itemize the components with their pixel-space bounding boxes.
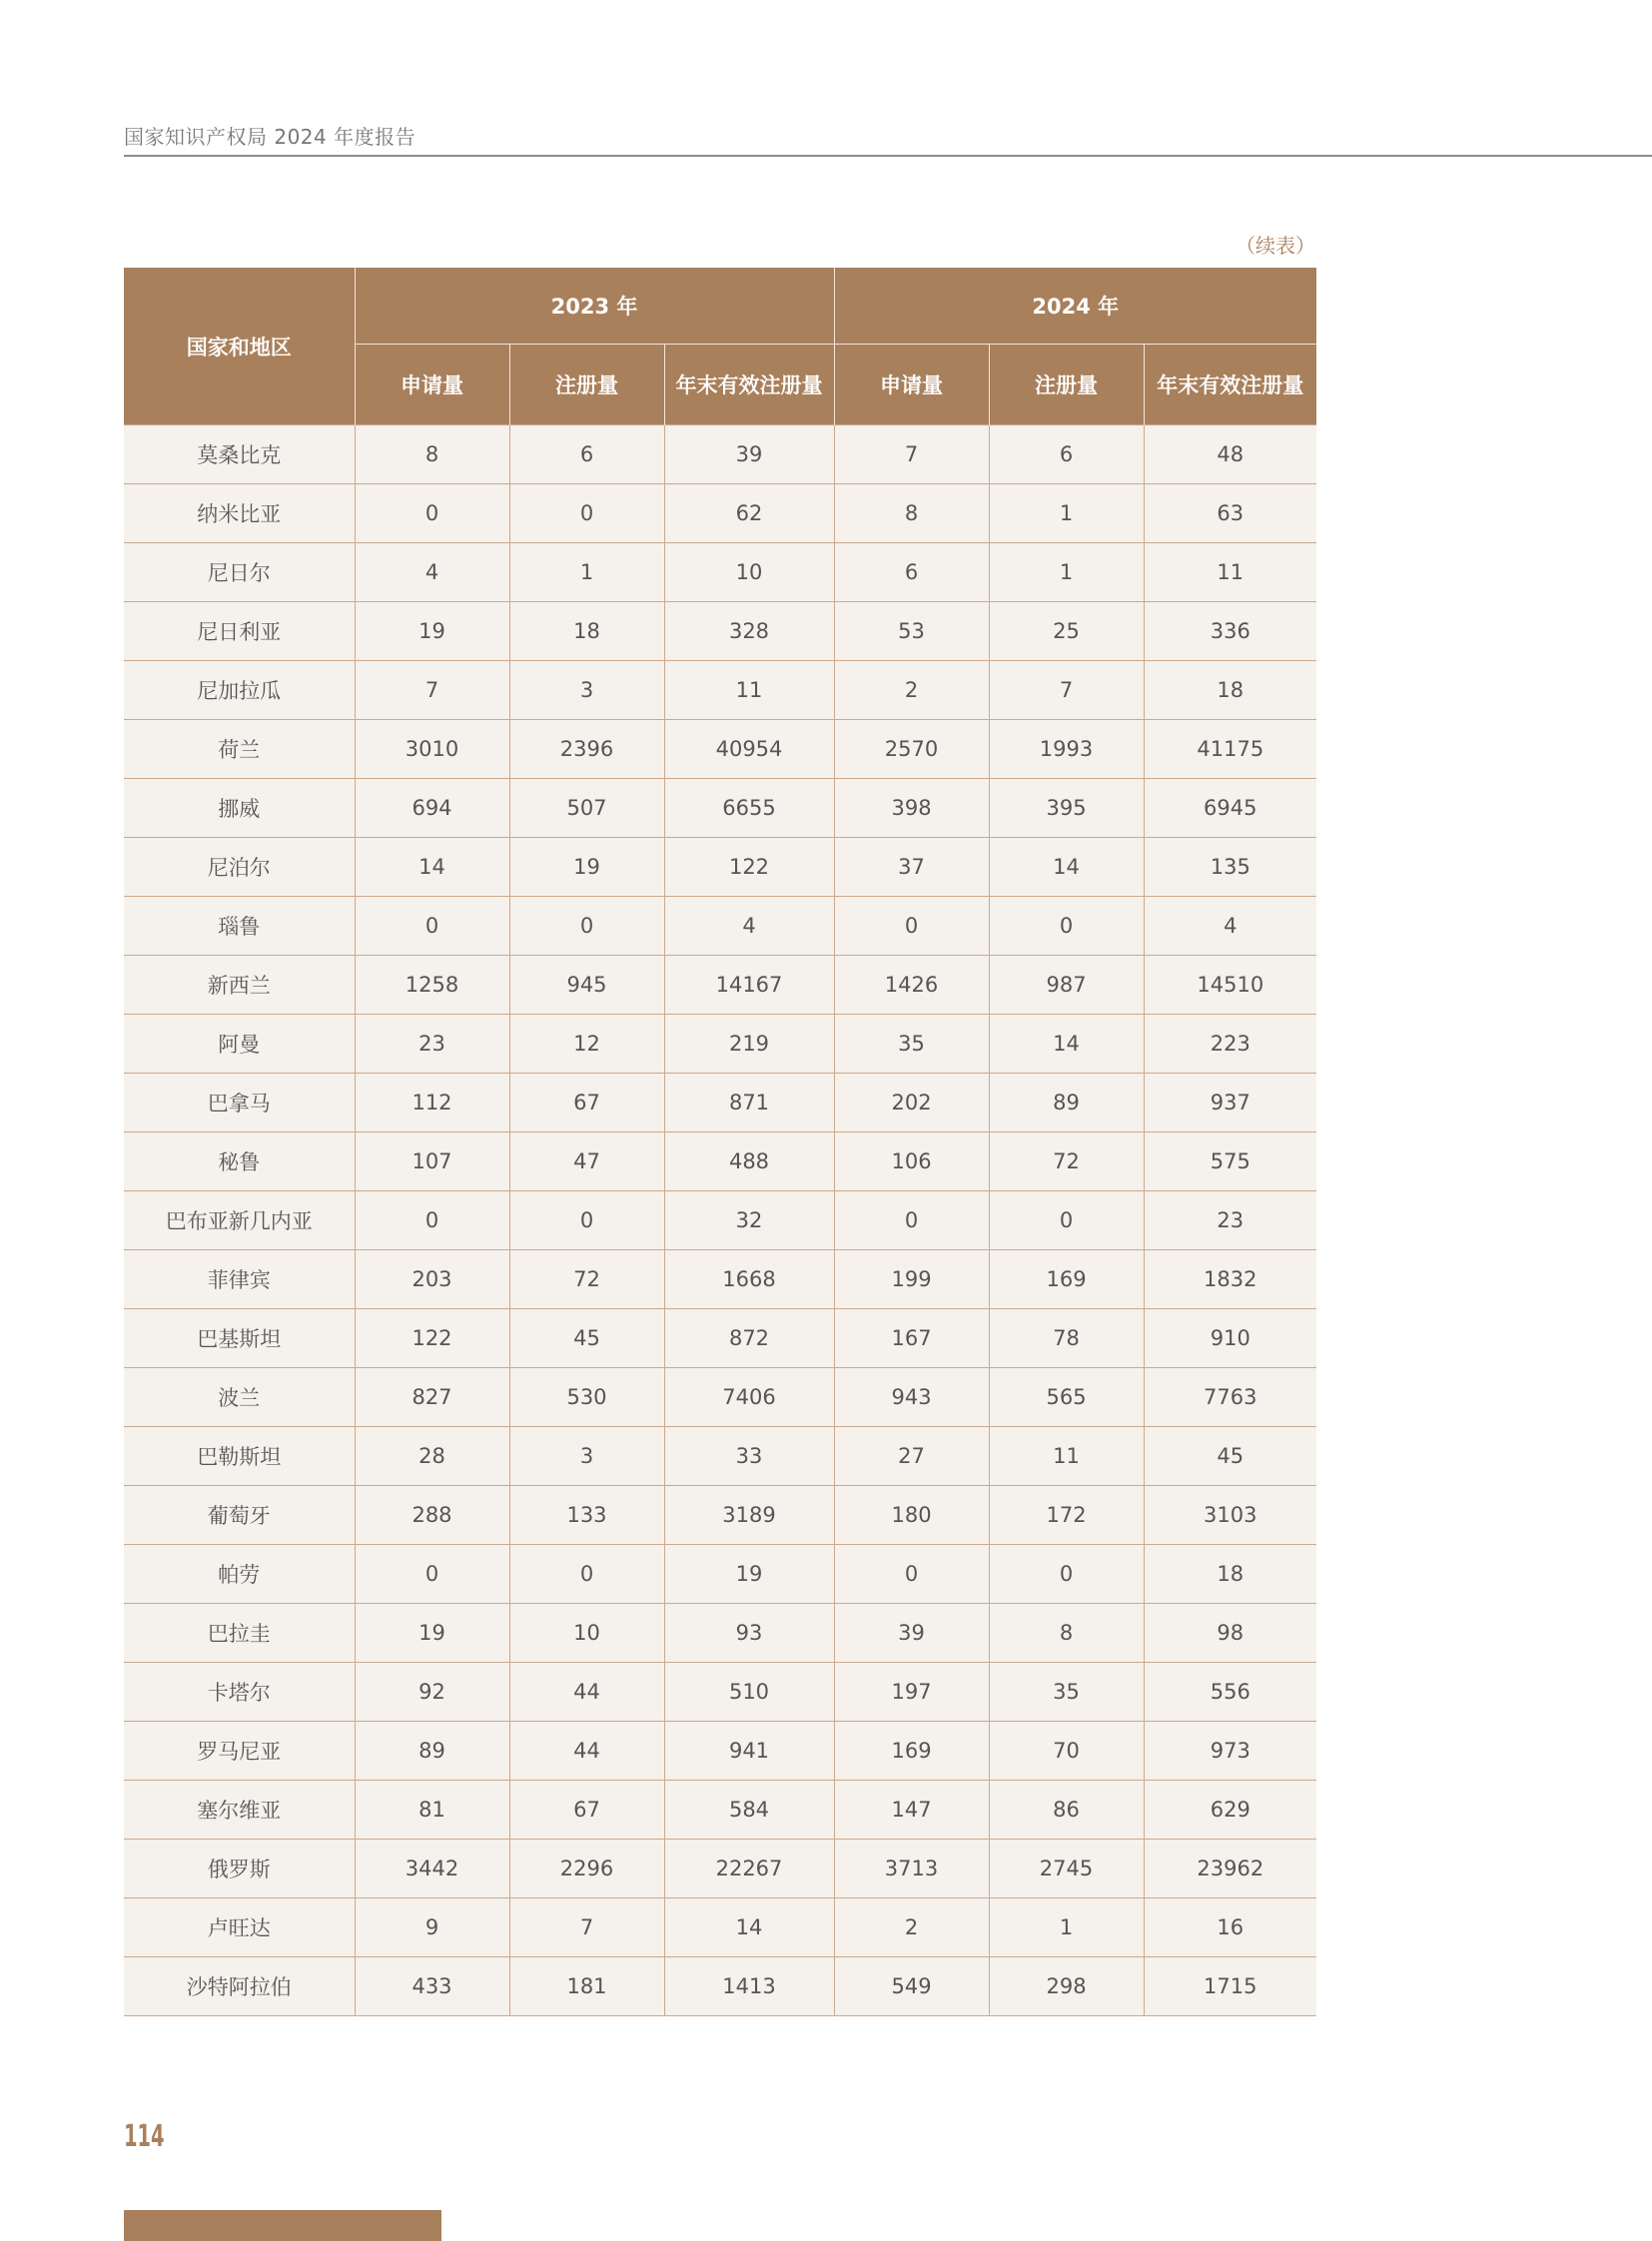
valid-registrations-2024-cell: 1832 [1144, 1250, 1316, 1309]
registrations-2023-cell: 47 [509, 1132, 664, 1191]
registrations-2024-cell: 395 [989, 779, 1144, 838]
registrations-2024-cell: 298 [989, 1957, 1144, 2016]
valid-registrations-2024-cell: 63 [1144, 484, 1316, 543]
applications-2024-cell: 7 [834, 425, 989, 484]
valid-registrations-2023-cell: 39 [664, 425, 834, 484]
applications-2023-cell: 92 [355, 1663, 509, 1722]
valid-registrations-2024-cell: 135 [1144, 838, 1316, 897]
registrations-2024-cell: 1 [989, 1898, 1144, 1957]
country-cell: 莫桑比克 [124, 425, 355, 484]
table-row [124, 1074, 1316, 1132]
registrations-2024-cell: 70 [989, 1722, 1144, 1781]
country-cell: 纳米比亚 [124, 484, 355, 543]
registrations-2024-cell: 14 [989, 1015, 1144, 1074]
registrations-2023-cell: 0 [509, 1191, 664, 1250]
table-row [124, 1604, 1316, 1663]
valid-registrations-2024-cell: 48 [1144, 425, 1316, 484]
table-row [124, 838, 1316, 897]
registrations-2024-cell: 86 [989, 1781, 1144, 1840]
table-header [124, 268, 1316, 425]
applications-2024-cell: 0 [834, 1191, 989, 1250]
registrations-2023-cell: 507 [509, 779, 664, 838]
applications-2023-cell: 3010 [355, 720, 509, 779]
applications-2023-cell: 1258 [355, 956, 509, 1015]
valid-registrations-2023-cell: 4 [664, 897, 834, 956]
valid-registrations-2023-cell: 584 [664, 1781, 834, 1840]
applications-2024-cell: 53 [834, 602, 989, 661]
applications-2023-cell: 107 [355, 1132, 509, 1191]
table-row [124, 1015, 1316, 1074]
applications-2023-cell: 9 [355, 1898, 509, 1957]
applications-2024-header: 申请量 [834, 345, 989, 425]
registrations-2024-cell: 8 [989, 1604, 1144, 1663]
country-cell: 荷兰 [124, 720, 355, 779]
applications-2024-cell: 549 [834, 1957, 989, 2016]
valid-registrations-2023-cell: 122 [664, 838, 834, 897]
applications-2023-cell: 8 [355, 425, 509, 484]
valid-registrations-2023-cell: 11 [664, 661, 834, 720]
applications-2023-cell: 122 [355, 1309, 509, 1368]
country-cell: 帕劳 [124, 1545, 355, 1604]
country-cell: 俄罗斯 [124, 1840, 355, 1898]
applications-2023-cell: 28 [355, 1427, 509, 1486]
registrations-2024-cell: 0 [989, 1191, 1144, 1250]
applications-2023-cell: 81 [355, 1781, 509, 1840]
applications-2023-cell: 0 [355, 897, 509, 956]
registrations-2023-cell: 1 [509, 543, 664, 602]
registrations-2023-cell: 2396 [509, 720, 664, 779]
table-row [124, 602, 1316, 661]
country-cell: 罗马尼亚 [124, 1722, 355, 1781]
registrations-2023-cell: 10 [509, 1604, 664, 1663]
valid-registrations-2023-cell: 93 [664, 1604, 834, 1663]
valid-registrations-2023-cell: 941 [664, 1722, 834, 1781]
registrations-2024-cell: 172 [989, 1486, 1144, 1545]
country-cell: 葡萄牙 [124, 1486, 355, 1545]
valid-registrations-2023-cell: 872 [664, 1309, 834, 1368]
table-row [124, 720, 1316, 779]
registrations-2024-cell: 0 [989, 897, 1144, 956]
page-number: 114 [124, 2119, 165, 2154]
valid-registrations-2024-cell: 223 [1144, 1015, 1316, 1074]
registrations-2023-cell: 19 [509, 838, 664, 897]
table-row [124, 779, 1316, 838]
table-row [124, 1486, 1316, 1545]
valid-registrations-2023-cell: 6655 [664, 779, 834, 838]
registrations-2024-cell: 2745 [989, 1840, 1144, 1898]
valid-registrations-2023-cell: 32 [664, 1191, 834, 1250]
valid-registrations-2023-cell: 7406 [664, 1368, 834, 1427]
registrations-2023-cell: 0 [509, 897, 664, 956]
running-header: 国家知识产权局 2024 年度报告 [124, 125, 416, 149]
country-cell: 尼泊尔 [124, 838, 355, 897]
registrations-2024-cell: 1 [989, 484, 1144, 543]
valid-registrations-2023-cell: 40954 [664, 720, 834, 779]
country-cell: 塞尔维亚 [124, 1781, 355, 1840]
valid-registrations-2024-cell: 4 [1144, 897, 1316, 956]
valid-registrations-2024-cell: 23 [1144, 1191, 1316, 1250]
table-row [124, 1191, 1316, 1250]
valid-registrations-2024-cell: 18 [1144, 661, 1316, 720]
applications-2024-cell: 1426 [834, 956, 989, 1015]
applications-2024-cell: 0 [834, 897, 989, 956]
applications-2024-cell: 106 [834, 1132, 989, 1191]
registrations-2023-cell: 3 [509, 1427, 664, 1486]
applications-2024-cell: 37 [834, 838, 989, 897]
valid-registrations-2024-cell: 45 [1144, 1427, 1316, 1486]
applications-2024-cell: 6 [834, 543, 989, 602]
registrations-2024-cell: 7 [989, 661, 1144, 720]
applications-2024-cell: 2 [834, 661, 989, 720]
applications-2024-cell: 8 [834, 484, 989, 543]
applications-2024-cell: 202 [834, 1074, 989, 1132]
country-cell: 尼日利亚 [124, 602, 355, 661]
applications-2024-cell: 2570 [834, 720, 989, 779]
valid-registrations-2024-cell: 14510 [1144, 956, 1316, 1015]
applications-2023-cell: 14 [355, 838, 509, 897]
country-cell: 巴拿马 [124, 1074, 355, 1132]
valid-registrations-2023-cell: 488 [664, 1132, 834, 1191]
valid-registrations-2024-cell: 575 [1144, 1132, 1316, 1191]
registrations-2024-cell: 565 [989, 1368, 1144, 1427]
registrations-2023-header: 注册量 [509, 345, 664, 425]
valid-registrations-2024-cell: 1715 [1144, 1957, 1316, 2016]
registrations-2024-cell: 89 [989, 1074, 1144, 1132]
valid-registrations-2024-cell: 629 [1144, 1781, 1316, 1840]
applications-2023-cell: 19 [355, 1604, 509, 1663]
valid-registrations-2024-cell: 910 [1144, 1309, 1316, 1368]
country-cell: 巴拉圭 [124, 1604, 355, 1663]
header-row-years [124, 268, 1316, 345]
applications-2024-cell: 943 [834, 1368, 989, 1427]
registrations-2023-cell: 2296 [509, 1840, 664, 1898]
valid-registrations-2024-cell: 16 [1144, 1898, 1316, 1957]
country-cell: 秘鲁 [124, 1132, 355, 1191]
country-cell: 菲律宾 [124, 1250, 355, 1309]
table-row [124, 1898, 1316, 1957]
valid-registrations-2024-cell: 3103 [1144, 1486, 1316, 1545]
footer-accent-bar [124, 2210, 441, 2241]
table-row [124, 1781, 1316, 1840]
registrations-2023-cell: 67 [509, 1781, 664, 1840]
valid-registrations-2023-cell: 19 [664, 1545, 834, 1604]
applications-2023-cell: 0 [355, 484, 509, 543]
registrations-2023-cell: 133 [509, 1486, 664, 1545]
registrations-2023-cell: 45 [509, 1309, 664, 1368]
table-row [124, 1427, 1316, 1486]
registrations-2024-cell: 11 [989, 1427, 1144, 1486]
registrations-2024-cell: 0 [989, 1545, 1144, 1604]
registrations-2023-cell: 18 [509, 602, 664, 661]
valid-registrations-2024-cell: 937 [1144, 1074, 1316, 1132]
registrations-2023-cell: 945 [509, 956, 664, 1015]
applications-2023-cell: 0 [355, 1191, 509, 1250]
registrations-2023-cell: 181 [509, 1957, 664, 2016]
valid-registrations-2023-cell: 1413 [664, 1957, 834, 2016]
country-cell: 巴基斯坦 [124, 1309, 355, 1368]
applications-2024-cell: 180 [834, 1486, 989, 1545]
registrations-2023-cell: 0 [509, 1545, 664, 1604]
table-row [124, 1957, 1316, 2016]
applications-2024-cell: 169 [834, 1722, 989, 1781]
valid-registrations-2024-cell: 98 [1144, 1604, 1316, 1663]
valid-registrations-2023-cell: 22267 [664, 1840, 834, 1898]
registrations-2024-cell: 1993 [989, 720, 1144, 779]
country-cell: 巴布亚新几内亚 [124, 1191, 355, 1250]
valid-registrations-2023-cell: 3189 [664, 1486, 834, 1545]
country-cell: 波兰 [124, 1368, 355, 1427]
table-row [124, 661, 1316, 720]
registrations-2024-header: 注册量 [989, 345, 1144, 425]
registrations-2024-cell: 987 [989, 956, 1144, 1015]
applications-2023-cell: 0 [355, 1545, 509, 1604]
registrations-2023-cell: 7 [509, 1898, 664, 1957]
applications-2024-cell: 39 [834, 1604, 989, 1663]
country-cell: 瑙鲁 [124, 897, 355, 956]
applications-2024-cell: 0 [834, 1545, 989, 1604]
table-row [124, 1545, 1316, 1604]
table-row [124, 897, 1316, 956]
table-row [124, 484, 1316, 543]
applications-2023-cell: 288 [355, 1486, 509, 1545]
applications-2023-cell: 3442 [355, 1840, 509, 1898]
table-row [124, 425, 1316, 484]
applications-2024-cell: 27 [834, 1427, 989, 1486]
table-row [124, 1250, 1316, 1309]
registrations-2023-cell: 44 [509, 1722, 664, 1781]
country-region-header: 国家和地区 [124, 268, 355, 425]
country-cell: 巴勒斯坦 [124, 1427, 355, 1486]
table-row [124, 956, 1316, 1015]
table-row [124, 1309, 1316, 1368]
table-row [124, 1368, 1316, 1427]
valid-registrations-2024-cell: 23962 [1144, 1840, 1316, 1898]
valid-registrations-2024-cell: 6945 [1144, 779, 1316, 838]
table-row [124, 1132, 1316, 1191]
valid-registrations-2023-cell: 510 [664, 1663, 834, 1722]
applications-2024-cell: 197 [834, 1663, 989, 1722]
country-cell: 卢旺达 [124, 1898, 355, 1957]
registrations-2023-cell: 67 [509, 1074, 664, 1132]
valid-registrations-2024-cell: 7763 [1144, 1368, 1316, 1427]
applications-2023-cell: 694 [355, 779, 509, 838]
valid-registrations-2024-header: 年末有效注册量 [1144, 345, 1316, 425]
registrations-2023-cell: 44 [509, 1663, 664, 1722]
country-cell: 尼加拉瓜 [124, 661, 355, 720]
applications-2023-header: 申请量 [355, 345, 509, 425]
applications-2024-cell: 199 [834, 1250, 989, 1309]
applications-2023-cell: 19 [355, 602, 509, 661]
valid-registrations-2024-cell: 973 [1144, 1722, 1316, 1781]
valid-registrations-2023-header: 年末有效注册量 [664, 345, 834, 425]
registrations-2024-cell: 6 [989, 425, 1144, 484]
registrations-2023-cell: 3 [509, 661, 664, 720]
valid-registrations-2024-cell: 18 [1144, 1545, 1316, 1604]
table-row [124, 1840, 1316, 1898]
applications-2023-cell: 7 [355, 661, 509, 720]
registrations-2024-cell: 25 [989, 602, 1144, 661]
applications-2023-cell: 112 [355, 1074, 509, 1132]
applications-2023-cell: 4 [355, 543, 509, 602]
registrations-2024-cell: 1 [989, 543, 1144, 602]
valid-registrations-2023-cell: 219 [664, 1015, 834, 1074]
header-rule [124, 155, 1652, 157]
valid-registrations-2023-cell: 14 [664, 1898, 834, 1957]
valid-registrations-2023-cell: 1668 [664, 1250, 834, 1309]
registrations-2023-cell: 530 [509, 1368, 664, 1427]
trademark-statistics-table [124, 268, 1316, 2016]
valid-registrations-2024-cell: 11 [1144, 543, 1316, 602]
valid-registrations-2023-cell: 62 [664, 484, 834, 543]
valid-registrations-2023-cell: 328 [664, 602, 834, 661]
valid-registrations-2023-cell: 33 [664, 1427, 834, 1486]
registrations-2024-cell: 78 [989, 1309, 1144, 1368]
applications-2024-cell: 3713 [834, 1840, 989, 1898]
table-row [124, 1663, 1316, 1722]
valid-registrations-2024-cell: 556 [1144, 1663, 1316, 1722]
applications-2024-cell: 167 [834, 1309, 989, 1368]
year-2024-header: 2024 年 [834, 268, 1316, 345]
table-row [124, 1722, 1316, 1781]
table-body [124, 425, 1316, 2016]
registrations-2024-cell: 35 [989, 1663, 1144, 1722]
registrations-2023-cell: 72 [509, 1250, 664, 1309]
applications-2024-cell: 35 [834, 1015, 989, 1074]
registrations-2024-cell: 72 [989, 1132, 1144, 1191]
registrations-2024-cell: 14 [989, 838, 1144, 897]
country-cell: 挪威 [124, 779, 355, 838]
valid-registrations-2023-cell: 14167 [664, 956, 834, 1015]
year-2023-header: 2023 年 [355, 268, 834, 345]
registrations-2024-cell: 169 [989, 1250, 1144, 1309]
applications-2023-cell: 89 [355, 1722, 509, 1781]
registrations-2023-cell: 0 [509, 484, 664, 543]
applications-2023-cell: 203 [355, 1250, 509, 1309]
registrations-2023-cell: 6 [509, 425, 664, 484]
applications-2024-cell: 147 [834, 1781, 989, 1840]
table-row [124, 543, 1316, 602]
applications-2023-cell: 433 [355, 1957, 509, 2016]
valid-registrations-2024-cell: 41175 [1144, 720, 1316, 779]
valid-registrations-2023-cell: 871 [664, 1074, 834, 1132]
valid-registrations-2024-cell: 336 [1144, 602, 1316, 661]
country-cell: 阿曼 [124, 1015, 355, 1074]
applications-2024-cell: 398 [834, 779, 989, 838]
applications-2023-cell: 827 [355, 1368, 509, 1427]
country-cell: 卡塔尔 [124, 1663, 355, 1722]
country-cell: 新西兰 [124, 956, 355, 1015]
country-cell: 沙特阿拉伯 [124, 1957, 355, 2016]
country-cell: 尼日尔 [124, 543, 355, 602]
applications-2024-cell: 2 [834, 1898, 989, 1957]
applications-2023-cell: 23 [355, 1015, 509, 1074]
continued-label: （续表） [1236, 234, 1315, 258]
registrations-2023-cell: 12 [509, 1015, 664, 1074]
valid-registrations-2023-cell: 10 [664, 543, 834, 602]
